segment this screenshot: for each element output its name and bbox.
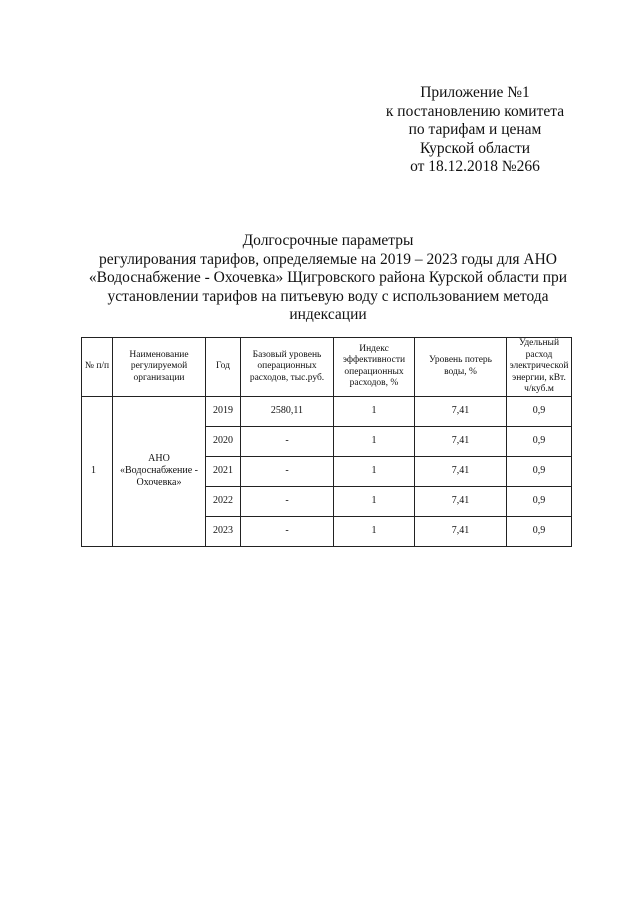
energy-consumption-cell: 0,9 [507,486,572,516]
appendix-block [360,84,590,177]
energy-consumption-cell: 0,9 [507,516,572,546]
title-line: установлении тарифов на питьевую воду с использованием метода [107,287,549,305]
title-line: Долгосрочные параметры [242,232,414,249]
header-year: Год [206,338,241,397]
table-header-row [82,338,572,397]
efficiency-index-cell: 1 [334,426,415,456]
energy-consumption-cell: 0,9 [507,396,572,426]
organization-cell: АНО «Водоснабжение - Охочевка» [113,396,206,546]
row-number-cell: 1 [82,396,113,546]
header-water-losses: Уровень потерь воды, % [415,338,507,397]
document-title [78,232,578,325]
efficiency-index-cell: 1 [334,456,415,486]
year-cell: 2019 [206,396,241,426]
appendix-line: Приложение №1 [420,84,530,101]
base-expenses-cell: - [241,516,334,546]
water-losses-cell: 7,41 [415,486,507,516]
efficiency-index-cell: 1 [334,396,415,426]
title-line: «Водоснабжение - Охочевка» Щигровского района Курской области при [88,269,568,286]
header-base-expenses: Базовый уровень операционных расходов, тыс.руб. [241,338,334,397]
water-losses-cell: 7,41 [415,516,507,546]
base-expenses-cell: - [241,426,334,456]
appendix-line: от 18.12.2018 №266 [410,158,540,175]
energy-consumption-cell: 0,9 [507,426,572,456]
header-efficiency-index: Индекс эффективности операционных расходов, % [334,338,415,397]
header-energy-consumption: Удельный расход электрической энергии, кВт. ч/куб.м [507,338,572,397]
header-row-number: № п/п [82,338,113,397]
title-line: индексации [289,306,367,323]
efficiency-index-cell: 1 [334,516,415,546]
appendix-line: по тарифам и ценам [408,121,542,138]
parameters-table [81,337,572,547]
efficiency-index-cell: 1 [334,486,415,516]
header-organization: Наименование регулируемой организации [113,338,206,397]
water-losses-cell: 7,41 [415,396,507,426]
year-cell: 2020 [206,426,241,456]
appendix-line: Курской области [419,139,531,157]
water-losses-cell: 7,41 [415,456,507,486]
appendix-line: к постановлению комитета [385,102,565,120]
title-line: регулирования тарифов, определяемые на 2019 – 2023 годы для АНО [99,250,557,268]
year-cell: 2022 [206,486,241,516]
year-cell: 2021 [206,456,241,486]
base-expenses-cell: - [241,486,334,516]
water-losses-cell: 7,41 [415,426,507,456]
table-row [82,396,572,426]
energy-consumption-cell: 0,9 [507,456,572,486]
base-expenses-cell: 2580,11 [241,396,334,426]
year-cell: 2023 [206,516,241,546]
base-expenses-cell: - [241,456,334,486]
